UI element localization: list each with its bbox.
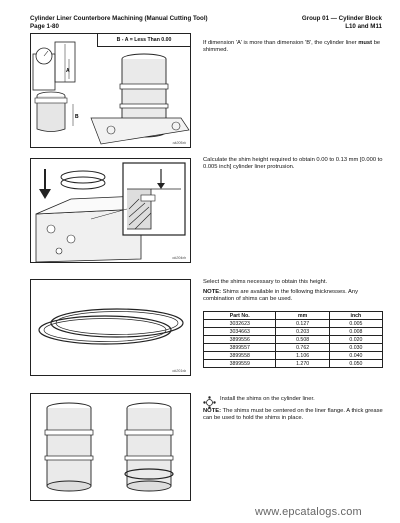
table-cell: 1.106 — [276, 352, 329, 360]
shims-illustration — [31, 280, 190, 375]
figure-install-shims — [30, 393, 191, 501]
step-install-shims: Install the shims on the cylinder liner. — [220, 396, 315, 402]
table-cell: 0.008 — [329, 328, 382, 336]
step-shim-required — [203, 40, 383, 55]
note-text: Shims are available in the following thicknesses. Any combination of shims can be used. — [203, 289, 358, 303]
step-select-shims: Select the shims necessary to obtain this height. — [203, 279, 328, 285]
figure-label-box: B - A = Less Than 0.00 — [97, 34, 190, 47]
table-cell: 0.127 — [276, 320, 329, 328]
page-number: Page 1-80 — [30, 23, 59, 30]
step-calculate-shim: Calculate the shim height required to obtain 0.00 to 0.13 mm [0.000 to 0.005 inch] cylinder liner protrusion. — [203, 157, 383, 171]
table-cell: 3034663 — [204, 328, 276, 336]
table-cell: 0.005 — [329, 320, 382, 328]
table-header-row — [204, 312, 383, 320]
engine-models: L10 and M11 — [345, 23, 382, 30]
figure-id: ok201xb — [172, 369, 186, 373]
table-row — [204, 360, 383, 368]
liner-protrusion-illustration — [31, 159, 190, 262]
figure-shims — [30, 279, 191, 376]
table-row — [204, 336, 383, 344]
table-cell: 0.203 — [276, 328, 329, 336]
svg-text:A: A — [66, 68, 70, 74]
table-cell: 3899558 — [204, 352, 276, 360]
table-cell: 0.508 — [276, 336, 329, 344]
svg-text:B: B — [75, 114, 79, 120]
group-title: Group 01 — Cylinder Block — [301, 15, 382, 22]
figure-liner-measurement — [30, 33, 191, 148]
table-row — [204, 328, 383, 336]
table-cell: 0.762 — [276, 344, 329, 352]
table-row — [204, 320, 383, 328]
install-note — [203, 408, 383, 423]
note-label: NOTE: — [203, 408, 222, 414]
step-emphasis: must — [358, 40, 373, 46]
table-cell: 3032623 — [204, 320, 276, 328]
column-header: Part No. — [204, 312, 276, 320]
figure-id: ok205xk — [172, 141, 186, 145]
table-cell: 3899557 — [204, 344, 276, 352]
step-text: be shimmed. — [203, 40, 381, 54]
column-header: inch — [329, 312, 382, 320]
note-label: NOTE: — [203, 289, 222, 295]
column-header: mm — [276, 312, 329, 320]
figure-liner-protrusion — [30, 158, 191, 263]
shim-thickness-table — [203, 311, 383, 368]
figure-id: ok204xh — [172, 256, 186, 260]
table-cell: 0.020 — [329, 336, 382, 344]
table-cell: 0.050 — [329, 360, 382, 368]
liner-measurement-illustration — [31, 34, 190, 147]
watermark: www.epcatalogs.com — [255, 506, 362, 518]
table-cell: 3899559 — [204, 360, 276, 368]
table-row — [204, 344, 383, 352]
install-shims-illustration — [31, 394, 190, 500]
step-text: If dimension 'A' is more than dimension 'B', the cylinder liner — [203, 40, 359, 46]
table-cell: 1.270 — [276, 360, 329, 368]
table-cell: 0.040 — [329, 352, 382, 360]
document-title: Cylinder Liner Counterbore Machining (Manual Cutting Tool) — [30, 15, 208, 22]
table-cell: 0.030 — [329, 344, 382, 352]
table-row — [204, 352, 383, 360]
shim-note — [203, 289, 383, 304]
note-text: The shims must be centered on the liner flange. A thick grease can be used to hold the shims in place. — [203, 408, 383, 422]
table-cell: 3899556 — [204, 336, 276, 344]
